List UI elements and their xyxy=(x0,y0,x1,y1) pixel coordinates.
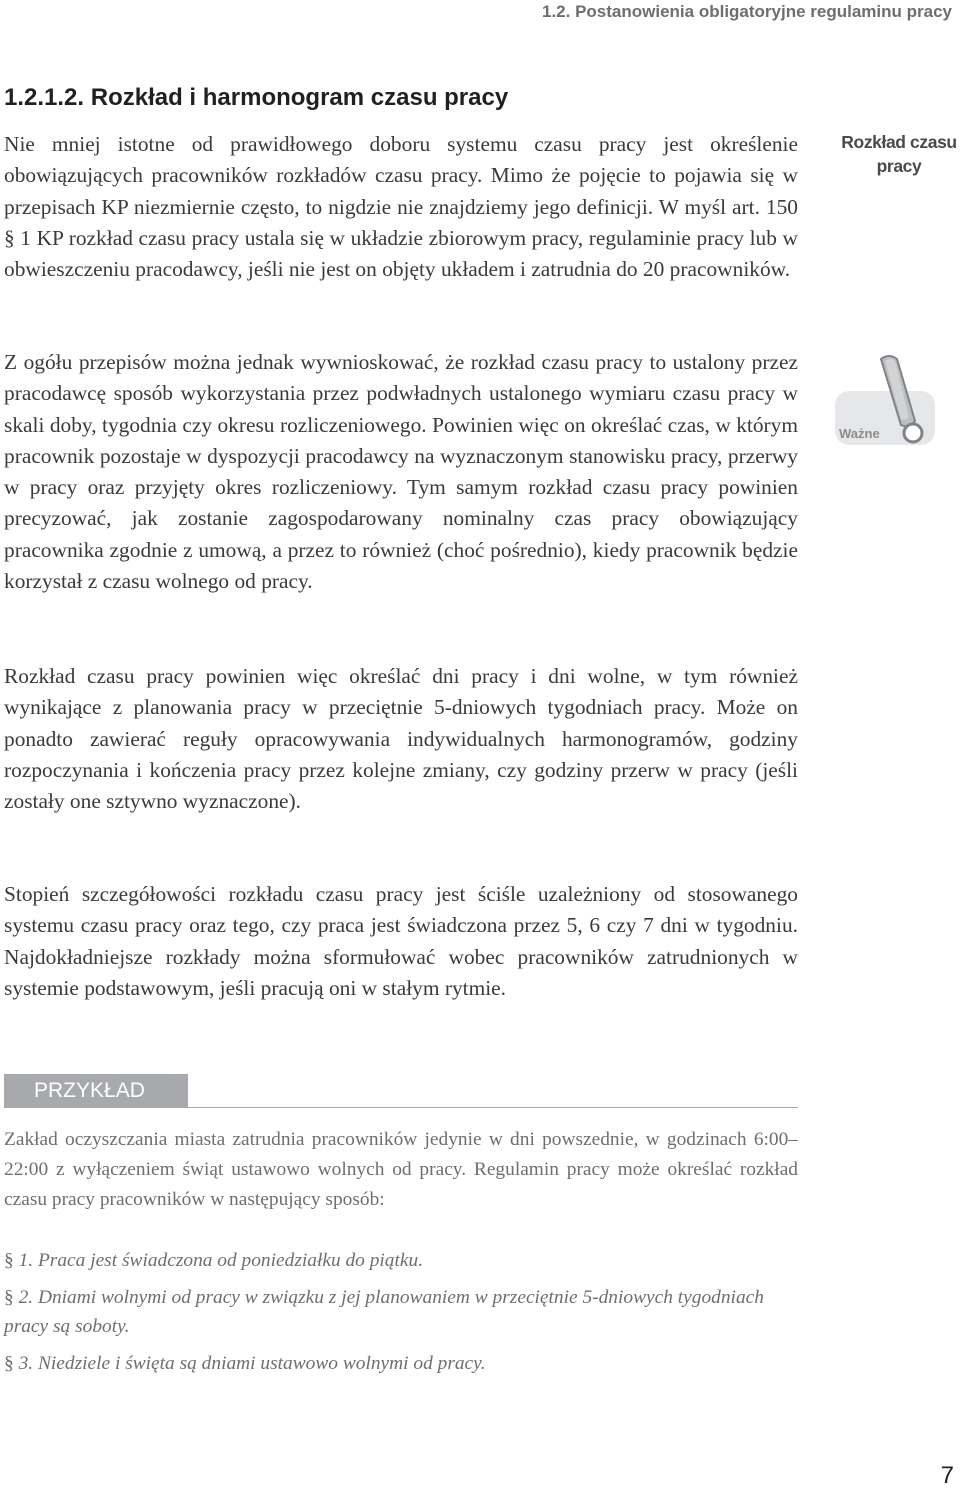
margin-note-line-1: Rozkład czasu xyxy=(841,132,957,152)
section-sign: § xyxy=(4,1287,14,1308)
example-divider xyxy=(4,1107,798,1108)
important-label: Ważne xyxy=(839,426,880,441)
example-tab: PRZYKŁAD xyxy=(4,1074,188,1107)
list-item xyxy=(4,1349,798,1378)
example-body: Zakład oczyszczania miasta zatrudnia pracowników jedynie w dni powszednie, w godzinach 6:00–22:00 z wyłączeniem świąt ustawowo wolnych od pracy. Regulamin pracy może określać rozkład czasu pracy pracowników w następujący sposób: xyxy=(4,1129,798,1211)
section-title: 1.2.1.2. Rozkład i harmonogram czasu pracy xyxy=(4,84,509,111)
paragraph-meaning: Z ogółu przepisów można jednak wywnioskować, że rozkład czasu pracy to ustalony przez pracodawcę sposób wykorzystania przez podwładnych ustalonego wymiaru czasu pracy w skali doby, tygodnia czy okresu rozliczeniowego. Powinien więc on określać czas, w którym pracownik pozostaje w dyspozycji pracodawcy na wyznaczonym stanowisku pracy, przerwy w pracy oraz przyjęty okres rozliczeniowy. Tym samym rozkład czasu pracy powinien precyzować, jak zostanie zagospodarowany nominalny czas pracy obowiązujący pracownika zgodnie z umową, a przez to również (choć pośrednio), kiedy pracownik będzie korzystał z czasu wolnego od pracy. xyxy=(4,350,798,594)
page-number: 7 xyxy=(940,1462,954,1489)
rule-text: 3. Niedziele i święta są dniami ustawowo wolnymi od pracy. xyxy=(18,1353,486,1374)
rule-text: 2. Dniami wolnymi od pracy w związku z jej planowaniem w przeciętnie 5-dniowych tygodniach pracy są soboty. xyxy=(4,1287,764,1337)
paragraph-definition: Nie mniej istotne od prawidłowego doboru systemu czasu pracy jest określenie obowiązujących pracowników rozkładów czasu pracy. Mimo że pojęcie to pojawia się w przepisach KP niezmiernie często, to nigdzie nie znajdziemy jego definicji. W myśl art. 150 § 1 KP rozkład czasu pracy ustala się w układzie zbiorowym pracy, regulaminie pracy lub w obwieszczeniu pracodawcy, jeśli nie jest on objęty układem i zatrudnia do 20 pracowników. xyxy=(4,132,798,282)
paragraph-detail: Stopień szczegółowości rozkładu czasu pracy jest ściśle uzależniony od stosowanego systemu czasu pracy oraz tego, czy praca jest świadczona przez 5, 6 czy 7 dni w tygodniu. Najdokładniejsze rozkłady można sformułować wobec pracowników zatrudnionych w systemie podstawowym, jeśli pracują oni w stałym rytmie. xyxy=(4,882,798,1000)
list-item xyxy=(4,1246,798,1275)
example-rules xyxy=(4,1246,798,1386)
running-head: 1.2. Postanowienia obligatoryjne regulaminu pracy xyxy=(542,2,952,21)
important-badge xyxy=(829,351,939,447)
paragraph-content: Rozkład czasu pracy powinien więc określać dni pracy i dni wolne, w tym również wynikające z planowania pracy w przeciętnie 5-dniowych tygodniach pracy. Może on ponadto zawierać reguły opracowywania indywidualnych harmonogramów, godziny rozpoczynania i kończenia pracy przez kolejne zmiany, czy godziny przerw w pracy (jeśli zostały one sztywno wyznaczone). xyxy=(4,664,798,814)
section-sign: § xyxy=(4,1250,14,1271)
margin-note-line-2: pracy xyxy=(876,156,922,176)
rule-text: 1. Praca jest świadczona od poniedziałku do piątku. xyxy=(18,1250,424,1271)
list-item xyxy=(4,1283,798,1341)
margin-note xyxy=(838,130,960,178)
section-sign: § xyxy=(4,1353,14,1374)
